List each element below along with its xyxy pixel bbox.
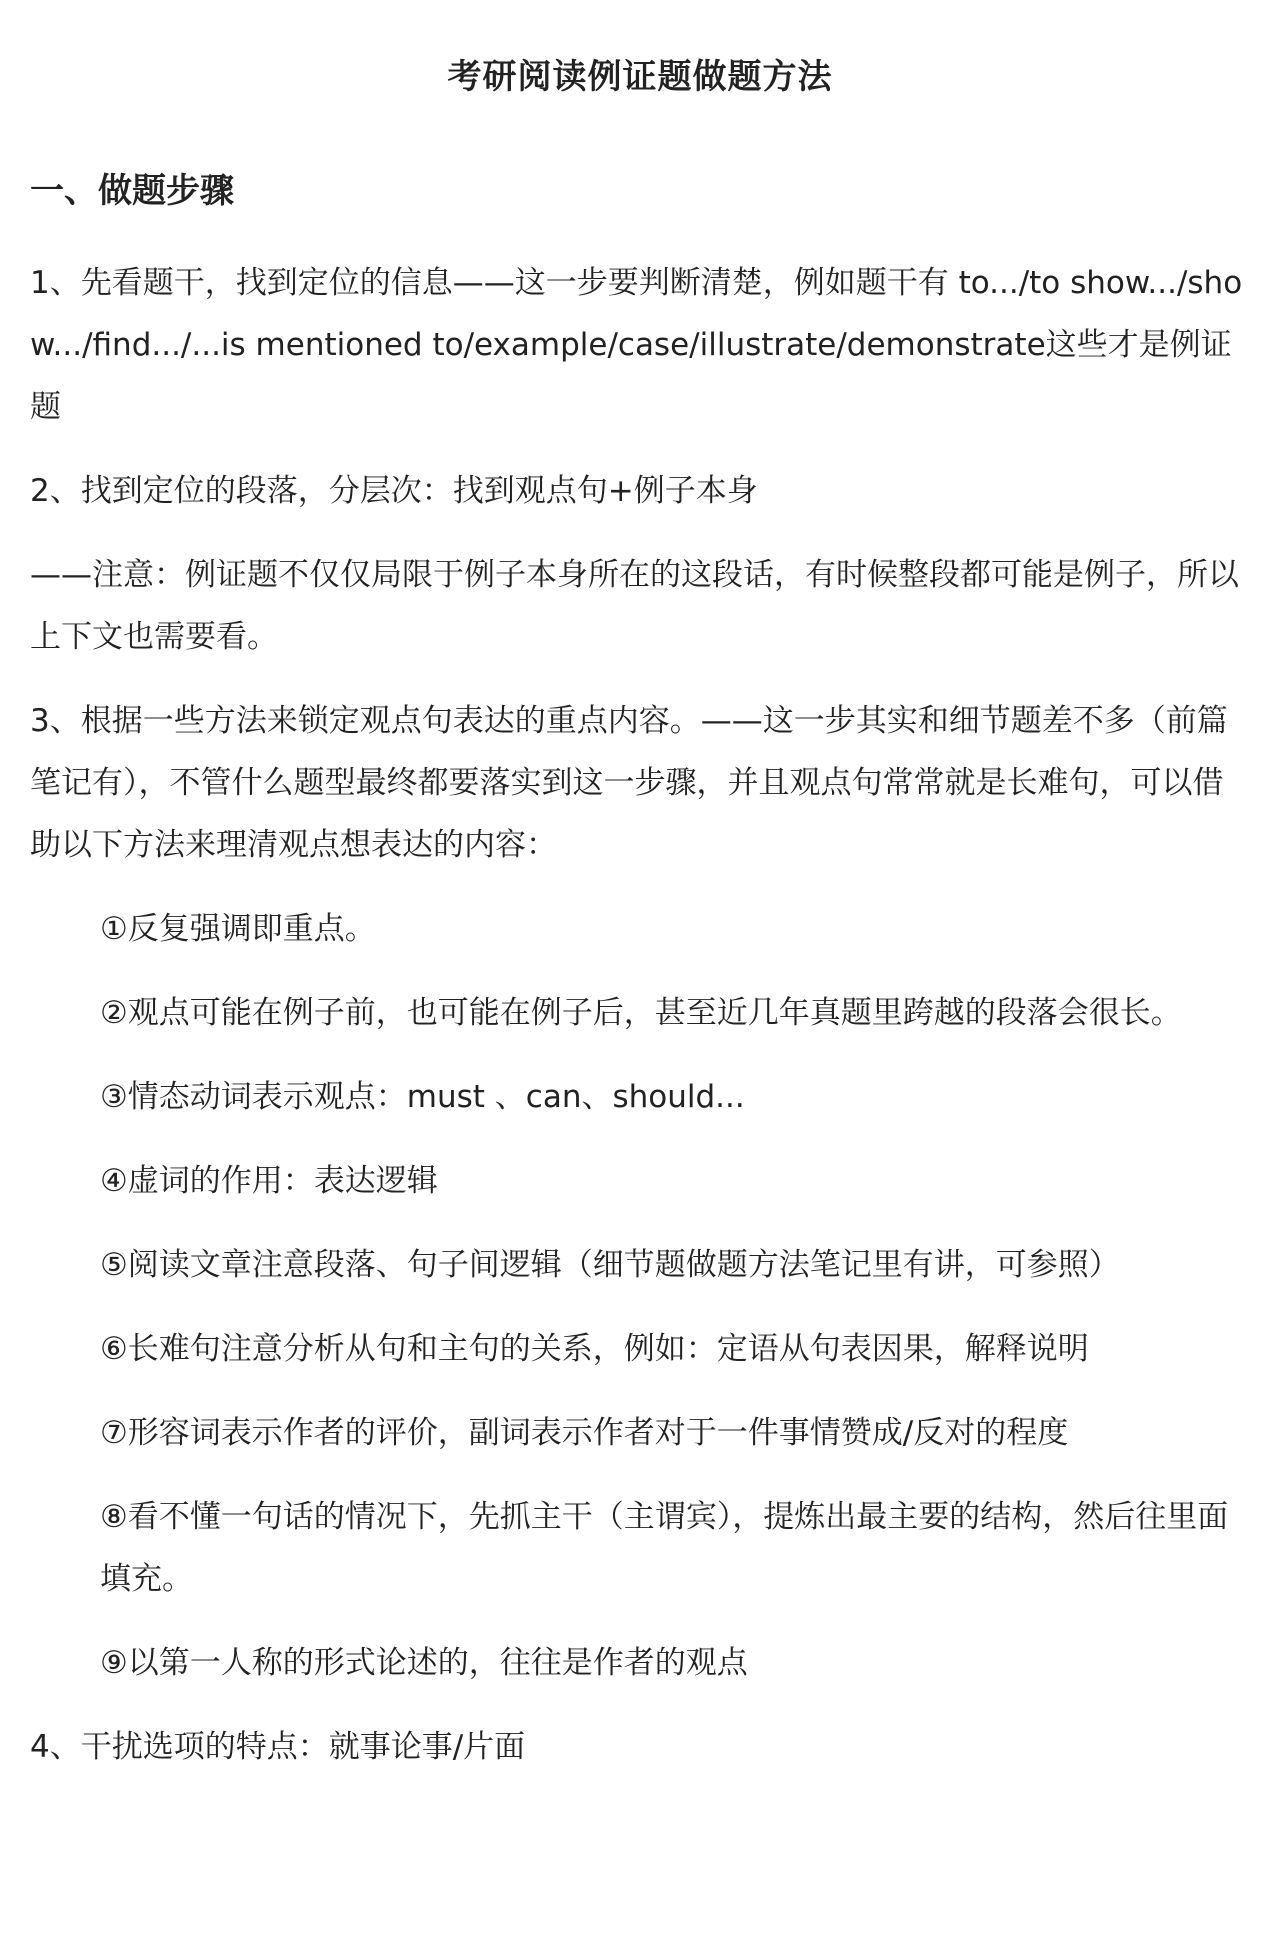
section-heading: 一、做题步骤 [30,171,234,211]
step-3-item-9: ⑨以第一人称的形式论述的，往往是作者的观点 [100,1645,748,1681]
step-3-item-7: ⑦形容词表示作者的评价，副词表示作者对于一件事情赞成/反对的程度 [100,1415,1069,1451]
step-3-item-1: ①反复强调即重点。 [100,911,376,947]
step-2-note-paragraph: ——注意：例证题不仅仅局限于例子本身所在的这段话，有时候整段都可能是例子，所以上下文也需要看。 [30,557,1239,655]
step-3-item-6: ⑥长难句注意分析从句和主句的关系，例如：定语从句表因果，解释说明 [100,1331,1089,1367]
step-3-item-2: ②观点可能在例子前，也可能在例子后，甚至近几年真题里跨越的段落会很长。 [100,995,1182,1031]
step-3-item-8: ⑧看不懂一句话的情况下，先抓主干（主谓宾），提炼出最主要的结构，然后往里面填充。 [100,1499,1229,1597]
step-3-item-3: ③情态动词表示观点：must 、can、should... [100,1079,745,1115]
step-2-paragraph: 2、找到定位的段落，分层次：找到观点句+例子本身 [30,473,758,509]
step-4-paragraph: 4、干扰选项的特点：就事论事/片面 [30,1729,526,1765]
step-3-paragraph: 3、根据一些方法来锁定观点句表达的重点内容。——这一步其实和细节题差不多（前篇笔记有），不管什么题型最终都要落实到这一步骤，并且观点句常常就是长难句，可以借助以下方法来理清观点想表达的内容： [30,703,1228,863]
step-1-paragraph: 1、先看题干，找到定位的信息——这一步要判断清楚，例如题干有 to.../to show.../show.../find.../...is mentioned to/example/case/illustrate/demonstrate这些才是例证题 [30,265,1243,425]
step-3-item-4: ④虚词的作用：表达逻辑 [100,1163,438,1199]
step-3-item-5: ⑤阅读文章注意段落、句子间逻辑（细节题做题方法笔记里有讲，可参照） [100,1247,1120,1283]
document-title: 考研阅读例证题做题方法 [447,57,833,97]
